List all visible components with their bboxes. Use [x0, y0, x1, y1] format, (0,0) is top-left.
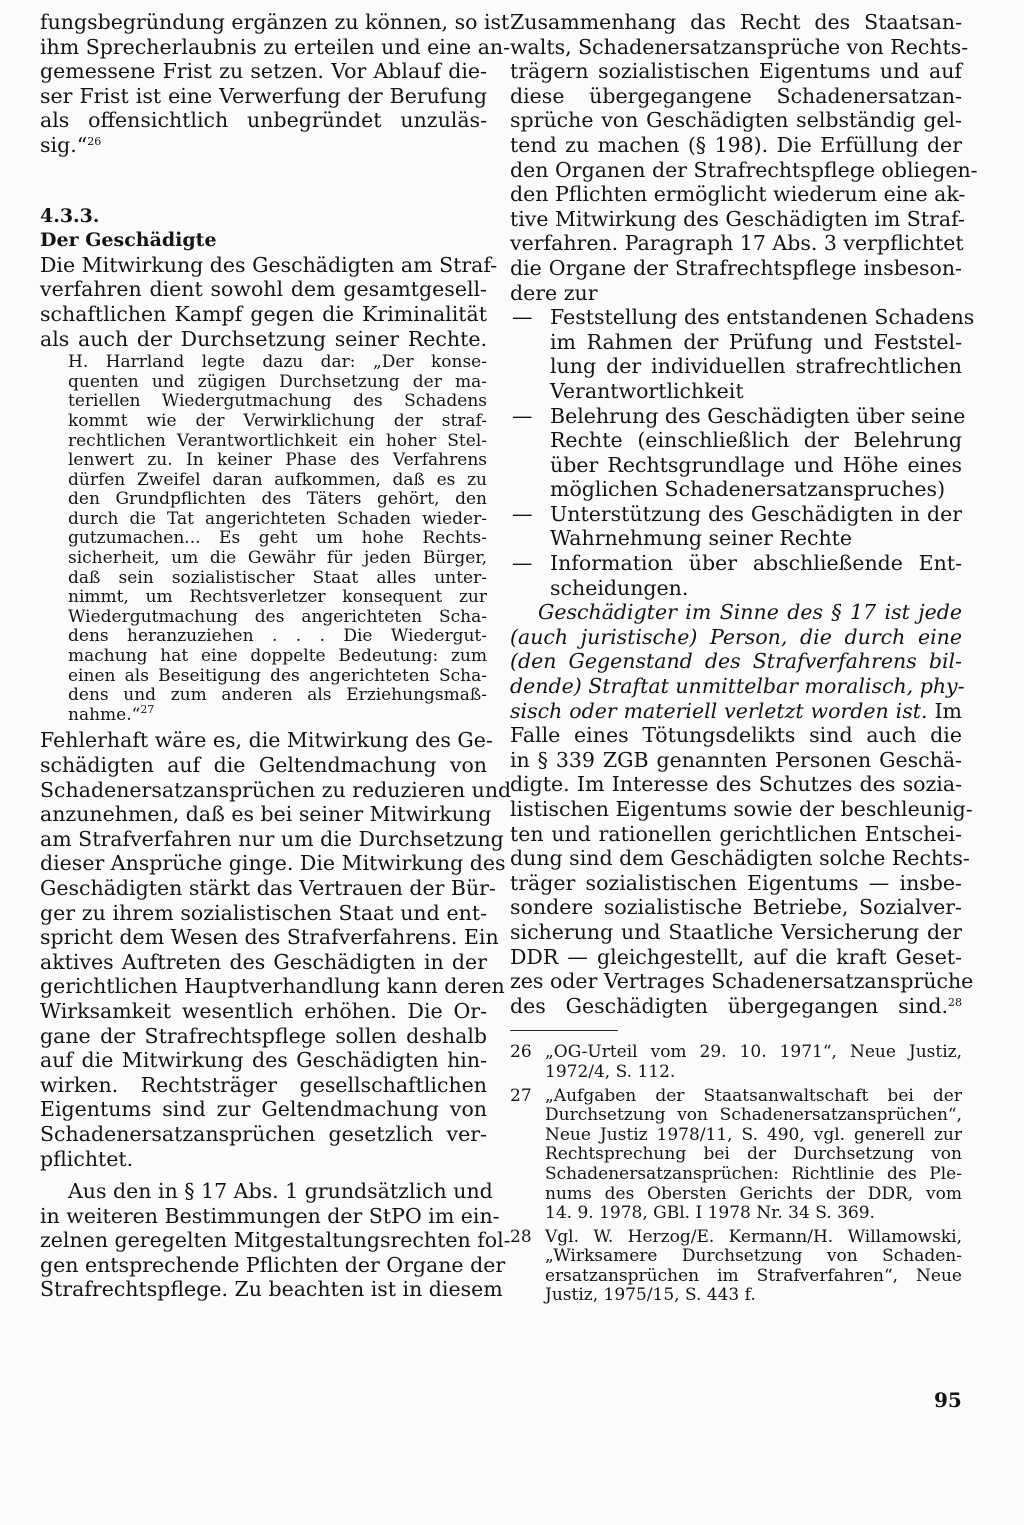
- text-line: gen entsprechende Pflichten der Organe der: [40, 1252, 506, 1277]
- footnote-ref: 28: [948, 995, 962, 1009]
- dash-marker: —: [512, 403, 533, 428]
- text-line: Aus den in § 17 Abs. 1 grundsätzlich und: [68, 1179, 493, 1204]
- text-line: digte. Im Interesse des Schutzes des sozia-: [510, 772, 962, 797]
- text-line: schaftlichen Kampf gegen die Kriminalität: [40, 301, 487, 326]
- text-line: sicherung und Staatliche Versicherung der: [510, 919, 962, 944]
- text-line: dung sind dem Geschädigten solche Rechts-: [510, 846, 970, 871]
- dash-list: [510, 305, 975, 600]
- text-line: wirken. Rechtsträger gesellschaftlichen: [40, 1072, 487, 1097]
- footnote-ref: 27: [140, 702, 155, 716]
- text-line: „Wirksamere Durchsetzung von Schaden-: [545, 1246, 962, 1267]
- text-span: nahme.“: [68, 704, 141, 725]
- text-line: Neue Justiz 1978/11, S. 490, vgl. generell zur: [545, 1124, 962, 1145]
- paragraph-2: [40, 728, 512, 1171]
- text-line: [510, 699, 962, 724]
- text-line: listischen Eigentums sowie der beschleunig-: [510, 797, 973, 821]
- text-line: Fehlerhaft wäre es, die Mitwirkung des Ge-: [40, 728, 493, 753]
- text-line: dere zur: [510, 280, 598, 305]
- text-line: ersatzansprüchen im Strafverfahren“, Neue: [545, 1265, 962, 1286]
- text-span: sig.“: [40, 132, 88, 157]
- text-line: diese übergegangene Schadenersatzan-: [510, 83, 962, 108]
- paragraph-definition: [510, 600, 974, 1018]
- text-line: lung der individuellen strafrechtlichen: [550, 354, 962, 379]
- footnote: [510, 1043, 962, 1082]
- text-line: [510, 994, 962, 1019]
- left-column: [40, 10, 512, 1302]
- text-line: Die Mitwirkung des Geschädigten am Straf-: [40, 252, 498, 277]
- text-line: anzunehmen, daß es bei seiner Mitwirkung: [40, 802, 492, 827]
- paragraph-continued: [510, 10, 978, 305]
- page-number: 95: [934, 1388, 962, 1412]
- text-line: fungsbegründung ergänzen zu können, so ist: [40, 10, 510, 34]
- text-line: dieser Ansprüche ginge. Die Mitwirkung des: [40, 851, 506, 876]
- text-line: 14. 9. 1978, GBl. I 1978 Nr. 34 S. 369.: [545, 1203, 875, 1224]
- text-line: aktives Auftreten des Geschädigten in der: [40, 949, 487, 974]
- text-line: gemessene Frist zu setzen. Vor Ablauf die-: [40, 59, 487, 84]
- text-line: Eigentums sind zur Geltendmachung von: [40, 1097, 487, 1122]
- footnote-number: 26: [510, 1042, 532, 1063]
- text-line: Geschädigter im Sinne des § 17 ist jede: [538, 600, 962, 625]
- text-line: Falle eines Tötungsdelikts sind auch die: [510, 723, 962, 748]
- text-line: 1972/4, S. 112.: [545, 1061, 676, 1082]
- text-line: Rechtsprechung bei der Durchsetzung von: [545, 1144, 962, 1165]
- text-line: zelnen geregelten Mitgestaltungsrechten fol-: [40, 1228, 511, 1253]
- text-line: Wirksamkeit wesentlich erhöhen. Die Or-: [40, 998, 487, 1023]
- quote-line: daß sein sozialistischer Staat alles unter-: [68, 567, 487, 588]
- text-line: Information über abschließende Ent-: [550, 551, 962, 576]
- text-line: sprüche von Geschädigten selbständig gel-: [510, 108, 962, 133]
- footnote: [510, 1087, 962, 1224]
- footnote-divider: [510, 1030, 618, 1031]
- list-item: [510, 403, 966, 502]
- text-line: als auch der Durchsetzung seiner Rechte.: [40, 326, 487, 351]
- text-line: ger zu ihrem sozialistischen Staat und ent-: [40, 900, 487, 925]
- quote-line: nimmt, um Rechtsverletzer konsequent zur: [68, 587, 487, 608]
- text-line: sondere sozialistische Betriebe, Sozialver-: [510, 895, 962, 920]
- quote-line: dürfen Zweifel daran aufkommen, daß es zu: [68, 469, 487, 490]
- italic-span: sisch oder materiell verletzt worden ist.: [510, 698, 928, 723]
- block-quote: [68, 353, 487, 725]
- text-line: Wahrnehmung seiner Rechte: [550, 526, 853, 551]
- text-line: verfahren. Paragraph 17 Abs. 3 verpflichtet: [510, 231, 964, 256]
- text-line: Schadenersatzansprüchen: Richtlinie des Ple-: [545, 1163, 962, 1184]
- list-item: [510, 502, 962, 551]
- text-line: ser Frist ist eine Verwerfung der Berufung: [40, 83, 487, 108]
- text-line: pflichtet.: [40, 1146, 134, 1171]
- text-line: DDR — gleichgestellt, auf die kraft Geset-: [510, 944, 962, 969]
- paragraph-3: [40, 1179, 511, 1302]
- text-line: in weiteren Bestimmungen der StPO im ein-: [40, 1203, 500, 1228]
- footnote-number: 27: [510, 1085, 532, 1106]
- text-line: verfahren dient sowohl dem gesamtgesell-: [40, 277, 487, 302]
- text-line: den Organen der Strafrechtspflege obliegen-: [510, 157, 978, 182]
- text-line: spricht dem Wesen des Strafverfahrens. Ein: [40, 925, 499, 950]
- quote-line: machung hat eine doppelte Bedeutung: zum: [68, 646, 487, 667]
- intro-paragraph: [40, 10, 511, 158]
- text-line: „OG-Urteil vom 29. 10. 1971“, Neue Justiz,: [545, 1042, 962, 1063]
- text-line: Schadenersatzansprüchen zu reduzieren und: [40, 777, 512, 802]
- text-line: (auch juristische) Person, die durch eine: [510, 624, 962, 649]
- quote-line: quenten und zügigen Durchsetzung der ma-: [68, 371, 487, 392]
- footnote-number: 28: [510, 1226, 532, 1247]
- text-line: Feststellung des entstandenen Schadens: [550, 305, 975, 330]
- text-line: in § 339 ZGB genannten Personen Geschä-: [510, 747, 962, 772]
- text-line: schädigten auf die Geltendmachung von: [40, 753, 487, 777]
- text-line: gane der Strafrechtspflege sollen deshalb: [40, 1023, 487, 1048]
- quote-line: sicherheit, um die Gewähr für jeden Bürger,: [68, 548, 487, 569]
- quote-line: gutzumachen... Es geht um hohe Rechts-: [68, 528, 487, 549]
- quote-line: Wiedergutmachung des angerichteten Scha-: [68, 606, 487, 627]
- quote-line: einen als Beseitigung des angerichteten Scha-: [68, 665, 487, 686]
- paragraph-1: [40, 252, 498, 351]
- quote-line: H. Harrland legte dazu dar: „Der konse-: [68, 352, 487, 373]
- quote-line: rechtlichen Verantwortlichkeit ein hoher Stel-: [68, 430, 487, 451]
- text-line: träger sozialistischen Eigentums — insbe-: [510, 870, 962, 895]
- footnote-ref: 26: [87, 134, 102, 148]
- text-line: nums des Obersten Gerichts der DDR, vom: [545, 1183, 962, 1204]
- text-line: die Organe der Strafrechtspflege insbeson-: [510, 255, 962, 280]
- text-line: Justiz, 1975/15, S. 443 f.: [545, 1285, 756, 1306]
- section-number: 4.3.3.: [40, 204, 100, 227]
- text-span: Im: [934, 698, 962, 723]
- text-line: Verantwortlichkeit: [550, 378, 744, 403]
- text-line: den Pflichten ermöglicht wiederum eine ak-: [510, 182, 966, 207]
- text-line: tive Mitwirkung des Geschädigten im Straf-: [510, 206, 965, 231]
- text-line: Belehrung des Geschädigten über seine: [550, 403, 966, 428]
- section-title: Der Geschädigte: [40, 229, 217, 252]
- text-line: zes oder Vertrages Schadenersatzansprüche: [510, 969, 974, 994]
- quote-line: dens heranzuziehen . . . Die Wiedergut-: [68, 626, 487, 647]
- text-line: über Rechtsgrundlage und Höhe eines: [550, 452, 962, 477]
- text-line: [40, 133, 487, 158]
- quote-line: lenwert zu. In keiner Phase des Verfahrens: [68, 450, 487, 471]
- footnote: [510, 1228, 962, 1306]
- text-line: dende) Straftat unmittelbar moralisch, phy-: [510, 674, 965, 699]
- text-line: ihm Sprecherlaubnis zu erteilen und eine an-: [40, 34, 511, 59]
- text-line: ten und rationellen gerichtlichen Entschei-: [510, 821, 962, 846]
- right-column: [510, 10, 978, 1306]
- text-line: scheidungen.: [550, 575, 689, 600]
- footnotes: [510, 1043, 962, 1306]
- quote-line: [68, 702, 487, 726]
- text-line: Geschädigten stärkt das Vertrauen der Bür-: [40, 875, 496, 900]
- text-line: Rechte (einschließlich der Belehrung: [550, 428, 962, 453]
- text-line: am Strafverfahren nur um die Durchsetzung: [40, 826, 504, 851]
- text-line: Schadenersatzansprüchen gesetzlich ver-: [40, 1121, 487, 1146]
- quote-line: dens und zum anderen als Erziehungsmaß-: [68, 685, 487, 706]
- dash-marker: —: [512, 501, 533, 526]
- text-line: möglichen Schadenersatzanspruches): [550, 477, 946, 502]
- quote-line: kommt wie der Verwirklichung der straf-: [68, 410, 487, 431]
- text-line: (den Gegenstand des Strafverfahrens bil-: [510, 649, 962, 674]
- dash-marker: —: [512, 551, 533, 576]
- text-line: Unterstützung des Geschädigten in der: [550, 501, 962, 526]
- text-line: Zusammenhang das Recht des Staatsan-: [510, 10, 962, 34]
- text-line: gerichtlichen Hauptverhandlung kann deren: [40, 974, 505, 999]
- text-line: Durchsetzung von Schadenersatzansprüchen“,: [545, 1105, 962, 1126]
- text-line: walts, Schadenersatzansprüche von Rechts-: [510, 34, 969, 59]
- text-line: tend zu machen (§ 198). Die Erfüllung der: [510, 132, 962, 157]
- text-line: im Rahmen der Prüfung und Feststel-: [550, 329, 962, 354]
- list-item: [510, 305, 975, 403]
- text-line: Strafrechtspflege. Zu beachten ist in diesem: [40, 1277, 503, 1302]
- text-line: auf die Mitwirkung des Geschädigten hin-: [40, 1048, 487, 1073]
- text-line: Vgl. W. Herzog/E. Kermann/H. Willamowski,: [545, 1226, 962, 1247]
- text-line: „Aufgaben der Staatsanwaltschaft bei der: [545, 1085, 962, 1106]
- text-line: trägern sozialistischen Eigentums und auf: [510, 59, 962, 84]
- text-span: des Geschädigten übergegangen sind.: [510, 993, 948, 1018]
- list-item: [510, 551, 962, 600]
- text-line: als offensichtlich unbegründet unzuläs-: [40, 108, 487, 133]
- quote-line: den Grundpflichten des Täters gehört, den: [68, 489, 487, 510]
- quote-line: durch die Tat angerichteten Schaden wieder-: [68, 508, 487, 529]
- dash-marker: —: [512, 305, 533, 330]
- quote-line: teriellen Wiedergutmachung des Schadens: [68, 391, 487, 412]
